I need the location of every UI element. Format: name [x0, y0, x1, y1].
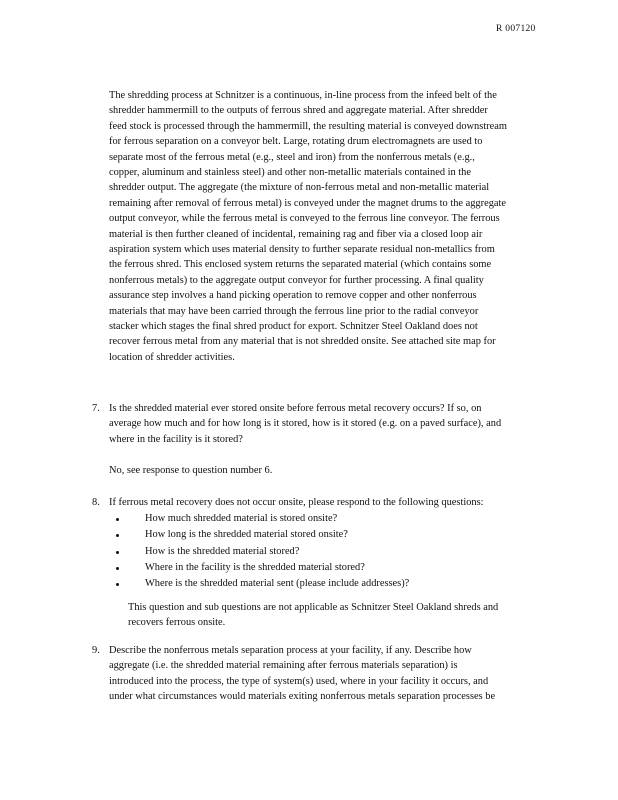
paragraph-line: assurance step involves a hand picking operation to remove copper and other nonferrous	[109, 290, 477, 302]
question-9-line: under what circumstances would materials exiting nonferrous metals separation processes be	[109, 691, 496, 703]
paragraph-line: shredder hammermill to the outputs of ferrous shred and aggregate material. After shredder	[109, 105, 488, 117]
sub-question-item: Where is the shredded material sent (please include addresses)?	[145, 578, 410, 590]
paragraph-line: shredder output. The aggregate (the mixture of non-ferrous metal and non-metallic material	[109, 182, 490, 194]
paragraph-line: remaining after removal of ferrous metal) is conveyed under the magnet drums to the aggregate	[109, 197, 507, 209]
sub-question-item: How is the shredded material stored?	[145, 545, 300, 557]
bates-number: R 007120	[496, 24, 536, 34]
paragraph-line: The shredding process at Schnitzer is a continuous, in-line process from the infeed belt of the	[109, 90, 497, 101]
sub-question-item: How much shredded material is stored onsite?	[145, 513, 338, 524]
paragraph-line: recover ferrous metal from any material that is not shredded onsite. See attached site map for	[109, 336, 496, 348]
paragraph-line: stacker which stages the final shred product for export. Schnitzer Steel Oakland does not	[109, 321, 478, 332]
paragraph-line: copper, aluminum and stainless steel) and other non-metallic materials contained in the	[109, 167, 471, 178]
paragraph-line: output conveyor, while the ferrous metal is conveyed to the ferrous line conveyor. The ferrous	[109, 213, 500, 225]
paragraph-line: aspiration system which uses material density to further separate residual non-metallics from	[109, 244, 495, 255]
bullet-icon	[116, 551, 119, 554]
question-9-line: introduced into the process, the type of system(s) used, where in your facility it occurs, and	[109, 675, 489, 687]
paragraph-line: material is then further cleaned of incidental, remaining rag and fiber via a closed loop air	[109, 228, 483, 240]
question-7-line: Is the shredded material ever stored onsite before ferrous metal recovery occurs? If so, on	[109, 403, 482, 414]
question-7-line: average how much and for how long is it stored, how is it stored (e.g. on a paved surface), and	[109, 418, 502, 430]
question-7-answer: No, see response to question number 6.	[109, 465, 273, 476]
sub-question-item: How long is the shredded material stored onsite?	[145, 529, 348, 541]
question-number: 9.	[92, 645, 100, 656]
paragraph-line: nonferrous metals) to the aggregate output conveyor for further processing. A final quality	[109, 274, 484, 286]
bullet-icon	[116, 567, 119, 570]
paragraph-line: location of shredder activities.	[109, 351, 235, 363]
paragraph-line: feed stock is processed through the hammermill, the resulting material is conveyed downstream	[109, 120, 507, 132]
question-number: 8.	[92, 497, 100, 508]
paragraph-line: materials that may have been carried through the ferrous line prior to the radial conveyor	[109, 305, 479, 317]
question-7-line: where in the facility is it stored?	[109, 433, 243, 445]
bullet-icon	[116, 518, 119, 521]
paragraph-line: for ferrous separation on a conveyor belt. Large, rotating drum electromagnets are used to	[109, 136, 483, 148]
question-9-line: Describe the nonferrous metals separation process at your facility, if any. Describe how	[109, 645, 472, 656]
bullet-icon	[116, 583, 119, 586]
paragraph-line: separate most of the ferrous metal (e.g., steel and iron) from the nonferrous metals (e.g.,	[109, 151, 475, 163]
question-8-answer-line: recovers ferrous onsite.	[128, 617, 226, 629]
sub-question-item: Where in the facility is the shredded material stored?	[145, 561, 365, 573]
question-8-line: If ferrous metal recovery does not occur onsite, please respond to the following questions:	[109, 497, 484, 508]
bullet-icon	[116, 534, 119, 537]
question-number: 7.	[92, 403, 100, 414]
question-9-line: aggregate (i.e. the shredded material remaining after ferrous materials separation) is	[109, 660, 458, 672]
paragraph-line: the ferrous shred. This enclosed system returns the separated material (which contains some	[109, 259, 492, 271]
question-8-answer-line: This question and sub questions are not applicable as Schnitzer Steel Oakland shreds and	[128, 602, 499, 613]
